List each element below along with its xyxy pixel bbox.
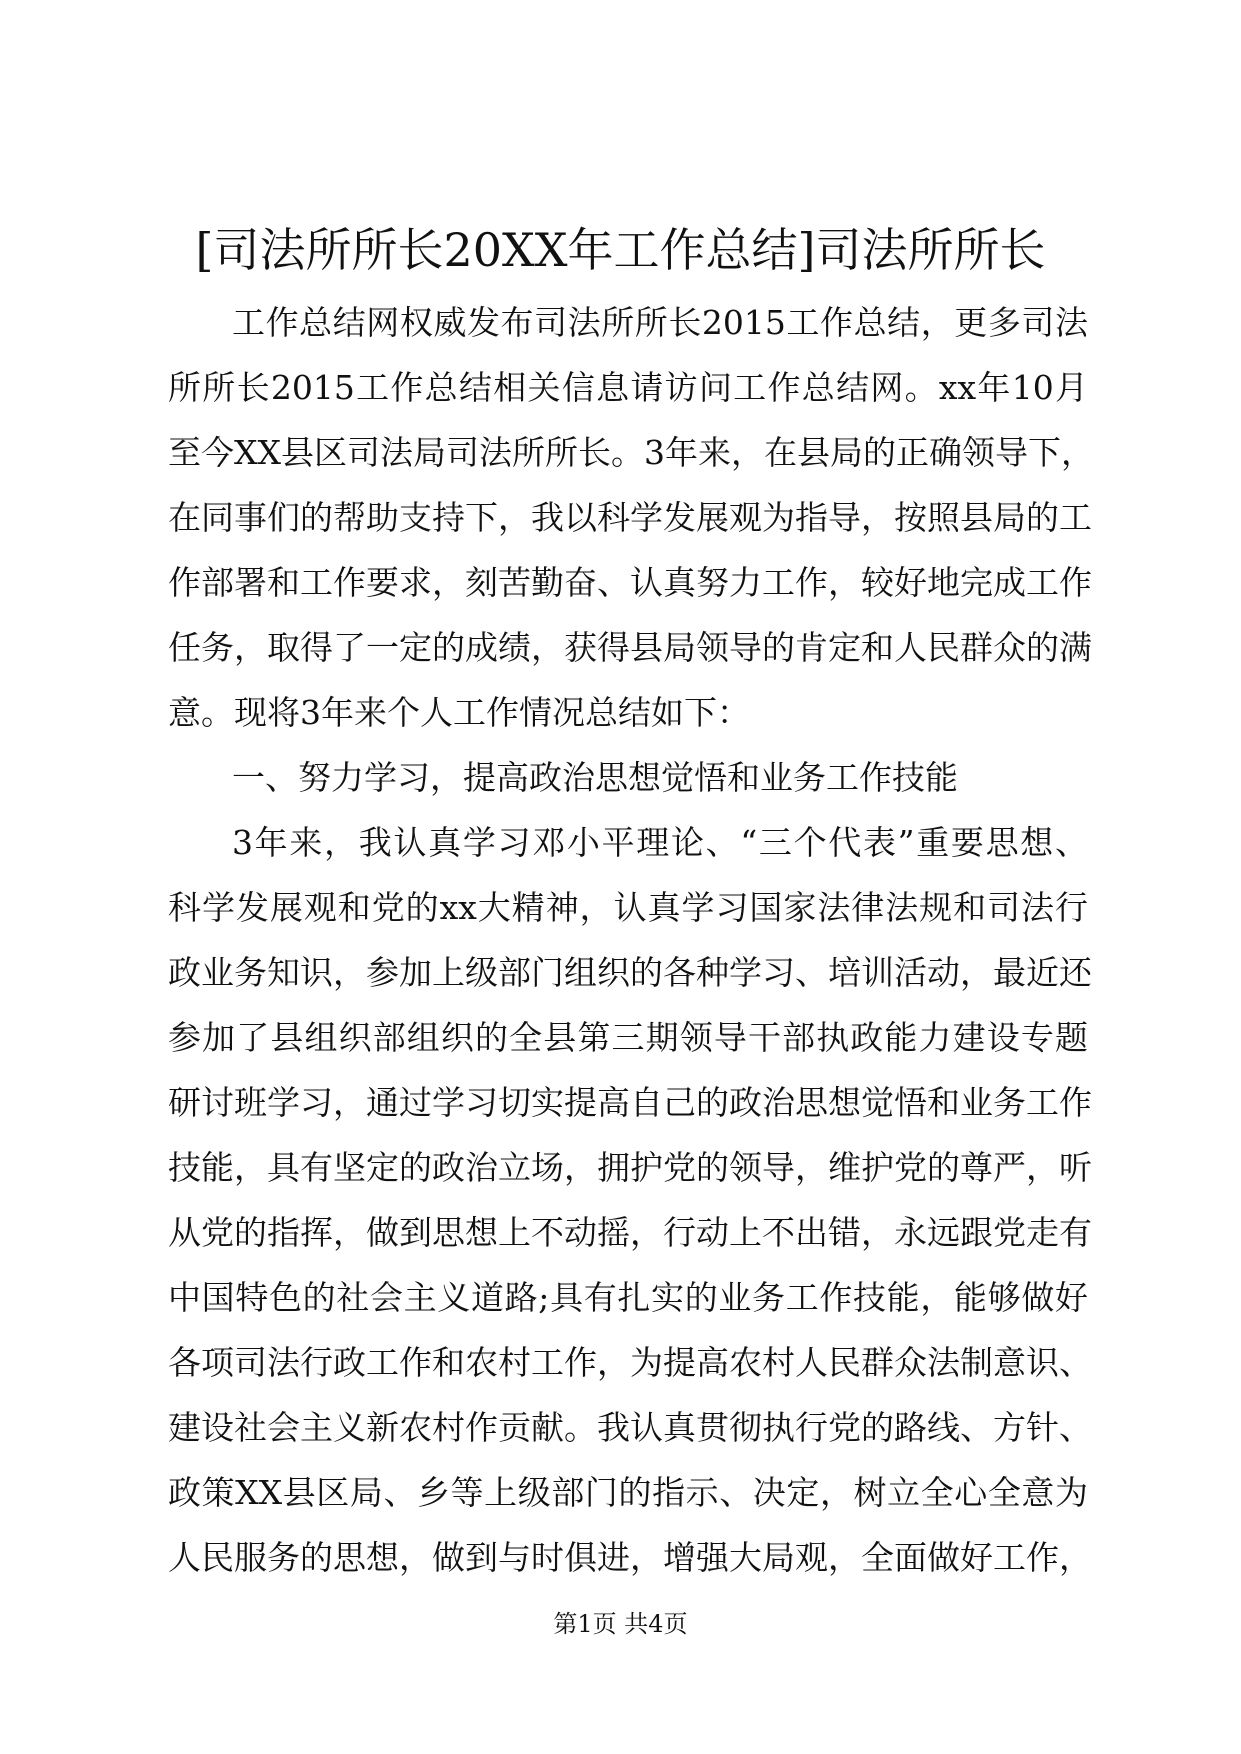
paragraph-line: 科学发展观和党的xx大精神，认真学习国家法律法规和司法行: [168, 888, 1088, 927]
paragraph-line: 在同事们的帮助支持下，我以科学发展观为指导，按照县局的工: [168, 498, 1092, 537]
paragraph-line: 技能，具有坚定的政治立场，拥护党的领导，维护党的尊严，听: [168, 1148, 1092, 1187]
paragraph-line: 各项司法行政工作和农村工作，为提高农村人民群众法制意识、: [168, 1343, 1092, 1382]
paragraph-line: 建设社会主义新农村作贡献。我认真贯彻执行党的路线、方针、: [168, 1408, 1092, 1447]
paragraph-line: 从党的指挥，做到思想上不动摇，行动上不出错，永远跟党走有: [168, 1213, 1092, 1252]
paragraph-line: 政业务知识，参加上级部门组织的各种学习、培训活动，最近还: [168, 953, 1092, 992]
document-title: [司法所所长20XX年工作总结]司法所所长: [195, 223, 1046, 277]
paragraph-line: 作部署和工作要求，刻苦勤奋、认真努力工作，较好地完成工作: [168, 563, 1092, 602]
paragraph-line: 政策XX县区局、乡等上级部门的指示、决定，树立全心全意为: [168, 1473, 1088, 1512]
section-heading: 一、努力学习，提高政治思想觉悟和业务工作技能: [232, 758, 958, 797]
paragraph-line: 至今XX县区司法局司法所所长。3年来，在县局的正确领导下，: [168, 433, 1094, 472]
paragraph-line: 3年来，我认真学习邓小平理论、“三个代表”重要思想、: [232, 823, 1088, 862]
paragraph-line: 所所长2015工作总结相关信息请访问工作总结网。xx年10月: [168, 368, 1088, 407]
page-number: 第1页 共4页: [553, 1610, 688, 1638]
paragraph-line: 意。现将3年来个人工作情况总结如下：: [168, 693, 750, 732]
paragraph-line: 研讨班学习，通过学习切实提高自己的政治思想觉悟和业务工作: [168, 1083, 1092, 1122]
paragraph-line: 工作总结网权威发布司法所所长2015工作总结，更多司法: [232, 303, 1088, 342]
paragraph-line: 人民服务的思想，做到与时俱进，增强大局观，全面做好工作，: [168, 1538, 1092, 1577]
paragraph-line: 任务，取得了一定的成绩，获得县局领导的肯定和人民群众的满: [168, 628, 1092, 667]
paragraph-line: 中国特色的社会主义道路;具有扎实的业务工作技能，能够做好: [168, 1278, 1088, 1317]
paragraph-line: 参加了县组织部组织的全县第三期领导干部执政能力建设专题: [168, 1018, 1088, 1057]
document-body: [168, 290, 1094, 1590]
